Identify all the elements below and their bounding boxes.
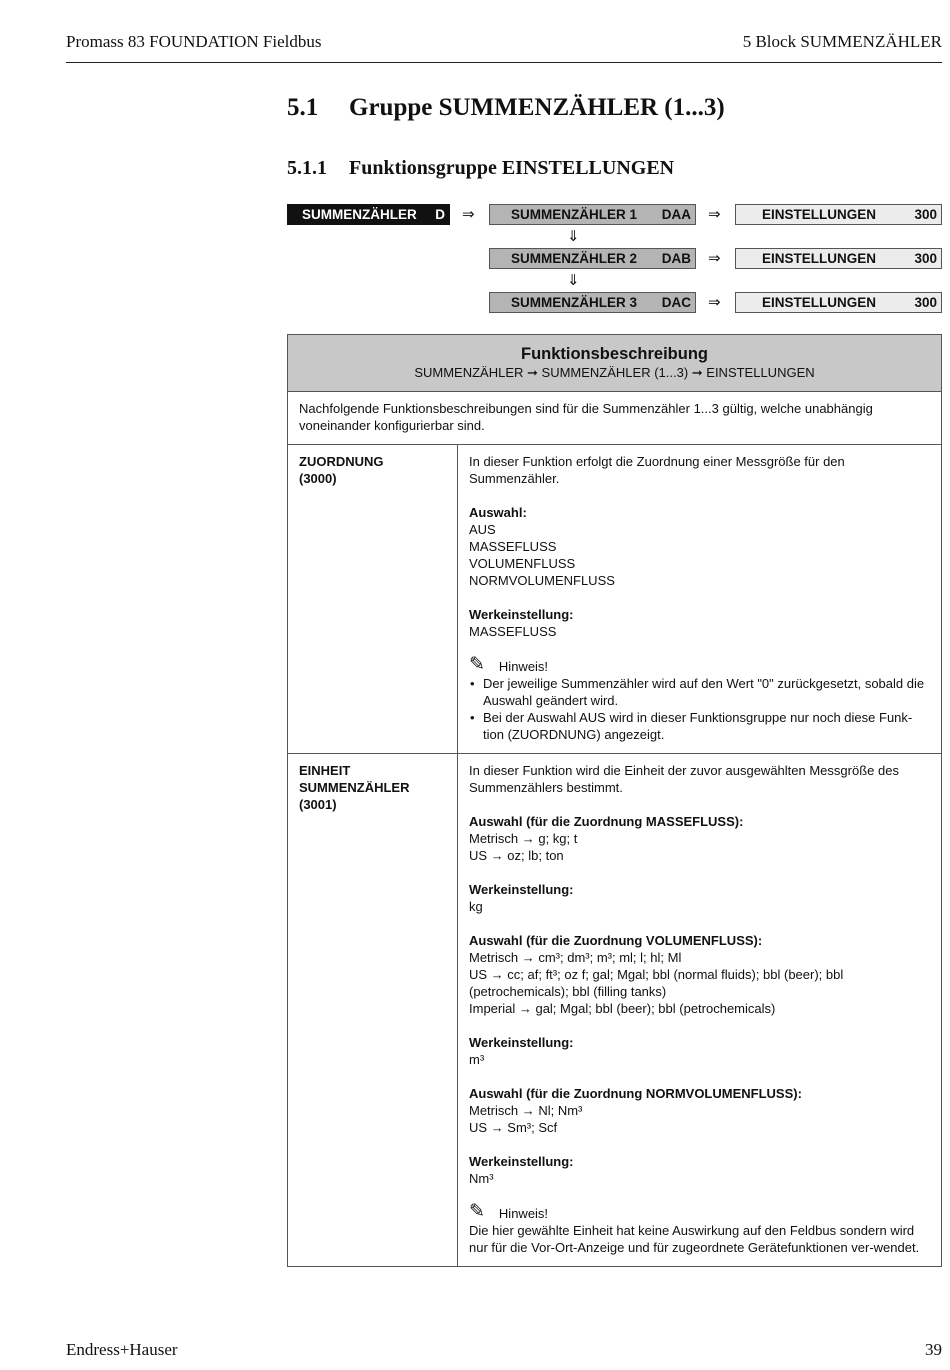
function-description-table [287, 334, 942, 1267]
footer-brand: Endress+Hauser [66, 1340, 178, 1359]
pencil-icon: ✎ [469, 1201, 485, 1222]
nav-arrow-down-icon: ⇓ [567, 272, 580, 289]
nav-arrow-right-icon: ⇒ [708, 294, 721, 311]
default-label: Werkeinstellung: [469, 882, 574, 897]
nav-arrow-right-icon: ⇒ [462, 206, 475, 223]
default-block [469, 1153, 931, 1187]
subsection-title: Funktionsgruppe EINSTELLUNGEN [349, 157, 675, 179]
nav-group-box-1 [489, 204, 696, 225]
function-name: ZUORDNUNG [299, 454, 384, 469]
default-block [469, 881, 931, 915]
option-item: Imperial → gal; Mgal; bbl (beer); bbl (petrochemicals) [469, 1001, 776, 1016]
section-title: Gruppe SUMMENZÄHLER (1...3) [349, 94, 725, 121]
default-block [469, 1034, 931, 1068]
list-item: • Der jeweilige Summenzähler wird auf den Wert "0" zurückgesetzt, sobald die Auswahl geändert wird. [469, 675, 931, 709]
default-block [469, 606, 931, 640]
table-intro: Nachfolgende Funktionsbeschreibungen sind für die Summenzähler 1...3 gültig, welche unabhängig voneinander konfigurierbar sind. [288, 392, 942, 445]
options-block [469, 504, 931, 589]
page-number: 39 [925, 1340, 942, 1359]
nav-group-code: DAC [661, 295, 691, 310]
option-item: MASSEFLUSS [469, 539, 557, 554]
section-number: 5.1 [287, 94, 319, 121]
pencil-icon: ✎ [469, 654, 485, 675]
section-heading [287, 94, 725, 122]
default-label: Werkeinstellung: [469, 1154, 574, 1169]
subsection-heading [287, 157, 674, 180]
header-chapter: 5 Block SUMMENZÄHLER [742, 32, 942, 51]
subsection-number: 5.1.1 [287, 157, 327, 179]
table-row [288, 754, 942, 1267]
mass-options-block [469, 813, 931, 864]
table-header [288, 335, 942, 392]
table-row [288, 445, 942, 754]
note-label: Hinweis! [498, 1206, 549, 1221]
function-name: SUMMENZÄHLER [299, 780, 410, 795]
nav-group-code: DAB [661, 251, 691, 266]
function-code: (3000) [299, 471, 337, 486]
nav-target-box-1 [735, 204, 942, 225]
note-list [469, 675, 931, 743]
nav-target-box-2 [735, 248, 942, 269]
nav-group-box-2 [489, 248, 696, 269]
nav-group-box-3 [489, 292, 696, 313]
default-label: Werkeinstellung: [469, 1035, 574, 1050]
running-footer [66, 1340, 942, 1364]
option-item: US → oz; lb; ton [469, 848, 564, 863]
default-value: m³ [469, 1052, 485, 1067]
header-doc-title: Promass 83 FOUNDATION Fieldbus [66, 32, 322, 51]
options-label: Auswahl (für die Zuordnung VOLUMENFLUSS): [469, 933, 763, 948]
list-item: • Bei der Auswahl AUS wird in dieser Funktionsgruppe nur noch diese Funk-tion (ZUORDNUNG) angezeigt. [469, 709, 931, 743]
nav-group-label: SUMMENZÄHLER 2 [511, 251, 638, 266]
note-text: Die hier gewählte Einheit hat keine Auswirkung auf den Feldbus sondern wird nur für die Vor-Ort-Anzeige und für zugeordnete Gerätefunktionen ver-wendet. [469, 1223, 920, 1255]
nav-target-code: 300 [914, 207, 937, 222]
nav-target-code: 300 [914, 251, 937, 266]
nav-target-code: 300 [914, 295, 937, 310]
option-item: Metrisch → cm³; dm³; m³; ml; l; hl; Ml [469, 950, 682, 965]
nav-block-code: D [435, 207, 445, 222]
default-value: Nm³ [469, 1171, 494, 1186]
function-description-cell [458, 445, 942, 754]
nav-group-label: SUMMENZÄHLER 3 [511, 295, 638, 310]
running-header [66, 30, 942, 63]
option-item: VOLUMENFLUSS [469, 556, 576, 571]
nav-arrow-down-icon: ⇓ [567, 228, 580, 245]
nav-block-label: SUMMENZÄHLER [302, 207, 417, 222]
table-title: Funktionsbeschreibung [520, 345, 708, 363]
nav-arrow-right-icon: ⇒ [708, 206, 721, 223]
volume-options-block [469, 932, 931, 1017]
function-description: In dieser Funktion erfolgt die Zuordnung einer Messgröße für den Summenzähler. [469, 454, 845, 486]
table-menu-path: SUMMENZÄHLER ➞ SUMMENZÄHLER (1...3) ➞ EINSTELLUNGEN [414, 365, 815, 380]
nav-target-box-3 [735, 292, 942, 313]
function-name-cell [288, 754, 458, 1267]
nav-target-label: EINSTELLUNGEN [762, 295, 877, 310]
function-description: In dieser Funktion wird die Einheit der zuvor ausgewählten Messgröße des Summenzählers bestimmt. [469, 763, 899, 795]
note-block [469, 655, 931, 743]
option-item: US → Sm³; Scf [469, 1120, 558, 1135]
norm-options-block [469, 1085, 931, 1136]
nav-group-label: SUMMENZÄHLER 1 [511, 207, 638, 222]
function-code: (3001) [299, 797, 337, 812]
options-label: Auswahl (für die Zuordnung NORMVOLUMENFLUSS): [469, 1086, 802, 1101]
default-value: MASSEFLUSS [469, 624, 557, 639]
function-description-cell [458, 754, 942, 1267]
option-item: Metrisch → Nl; Nm³ [469, 1103, 583, 1118]
nav-target-label: EINSTELLUNGEN [762, 251, 877, 266]
options-label: Auswahl (für die Zuordnung MASSEFLUSS): [469, 814, 744, 829]
option-item: NORMVOLUMENFLUSS [469, 573, 615, 588]
option-item: Metrisch → g; kg; t [469, 831, 578, 846]
options-label: Auswahl: [469, 505, 527, 520]
default-value: kg [469, 899, 483, 914]
default-label: Werkeinstellung: [469, 607, 574, 622]
option-item: US → cc; af; ft³; oz f; gal; Mgal; bbl (normal fluids); bbl (beer); bbl (petrochemicals); bbl (filling tanks) [469, 967, 844, 999]
note-label: Hinweis! [498, 659, 549, 674]
nav-group-code: DAA [661, 207, 691, 222]
nav-target-label: EINSTELLUNGEN [762, 207, 877, 222]
function-name-cell [288, 445, 458, 754]
nav-block-box [287, 204, 450, 225]
nav-arrow-right-icon: ⇒ [708, 250, 721, 267]
function-name: EINHEIT [299, 763, 351, 778]
note-block [469, 1202, 931, 1256]
option-item: AUS [469, 522, 496, 537]
